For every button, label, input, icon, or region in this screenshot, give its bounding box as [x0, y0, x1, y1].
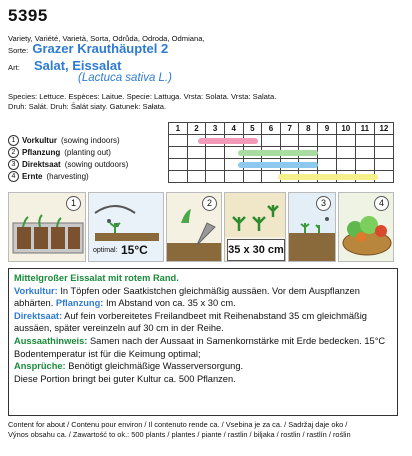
calendar-cell — [206, 147, 225, 159]
month-header: 1 — [169, 123, 188, 135]
calendar-period-bar — [238, 150, 318, 156]
calendar-cell — [336, 147, 355, 159]
calendar-cell — [280, 135, 299, 147]
calendar-cell — [206, 159, 225, 171]
vorkultur-text: In Töpfen oder Saatkistchen gleichmäßig aussäen. Vor dem Auspflanzen abhärten. — [14, 285, 360, 309]
calendar-period-bar — [198, 138, 258, 144]
month-header: 3 — [206, 123, 225, 135]
month-header: 7 — [280, 123, 299, 135]
optimal-temperature: 15°C — [121, 243, 148, 257]
month-header: 8 — [299, 123, 318, 135]
panel-direct-sowing — [288, 192, 336, 262]
direktsaat-paragraph — [14, 310, 392, 335]
panel-harvest — [338, 192, 394, 262]
calendar-row-label — [8, 159, 128, 171]
calendar-cell — [262, 135, 281, 147]
growing-instructions — [8, 268, 398, 416]
month-header: 10 — [336, 123, 355, 135]
panel-spacing — [224, 192, 286, 262]
month-header: 11 — [355, 123, 374, 135]
row-activity: Vorkultur — [22, 136, 57, 145]
calendar-cell — [187, 159, 206, 171]
row-number: 1 — [8, 135, 19, 146]
row-activity-translation: (harvesting) — [46, 172, 89, 181]
panel-germination — [88, 192, 164, 262]
calendar-row-label — [8, 135, 120, 147]
row-activity-translation: (planting out) — [64, 148, 111, 157]
calendar-cell — [318, 159, 337, 171]
panel-number: 4 — [374, 196, 389, 211]
row-number: 2 — [8, 147, 19, 158]
calendar-cell — [169, 147, 188, 159]
calendar-cell — [374, 135, 393, 147]
sowing-calendar — [8, 122, 394, 192]
variety-languages-line: Variety, Variété, Varietà, Sorta, Odrůda, Odroda, Odmiana, — [8, 34, 205, 43]
calendar-period-bar — [278, 174, 378, 180]
ansprueche-label: Ansprüche: — [14, 361, 66, 372]
calendar-cell — [318, 147, 337, 159]
content-footer — [8, 420, 351, 439]
sorte-label: Sorte: — [8, 46, 29, 55]
calendar-cell — [355, 135, 374, 147]
optimal-label: optimal: — [93, 247, 118, 254]
ansprueche-text: Benötigt gleichmäßige Wasserversorgung. — [65, 361, 244, 372]
calendar-cell — [355, 159, 374, 171]
calendar-cell — [355, 147, 374, 159]
row-activity: Pflanzung — [22, 148, 61, 157]
species-name-row — [8, 58, 121, 73]
panel-number: 1 — [66, 196, 81, 211]
calendar-row-label — [8, 171, 89, 183]
calendar-cell — [224, 171, 243, 183]
aussaat-text: Samen nach der Aussaat in Samenkornstärke mit Erde bedecken. 15°C Bodentemperatur ist für die Keimung optimal; — [14, 335, 386, 359]
month-header: 6 — [262, 123, 281, 135]
calendar-row-label — [8, 147, 111, 159]
vorkultur-label: Vorkultur: — [14, 285, 58, 296]
footer-line-2: Výnos obsahu ca. / Zawartość to ok.: 500 plants / plantes / piante / rastlin / biljaka / rostlin / rastlín / roślin — [8, 429, 351, 439]
variety-name-row — [8, 41, 168, 56]
calendar-cell — [374, 159, 393, 171]
art-label: Art: — [8, 63, 20, 72]
product-code: 5395 — [8, 6, 48, 25]
druh-translations: Druh: Salát. Druh: Šalát siaty. Gatunek: Sałata. — [8, 102, 167, 111]
calendar-period-bar — [238, 162, 318, 168]
calendar-cell — [206, 171, 225, 183]
month-header: 12 — [374, 123, 393, 135]
pflanzung-text: Im Abstand von ca. 35 x 30 cm. — [103, 298, 236, 309]
row-activity-translation: (sowing indoors) — [60, 136, 120, 145]
variety-name: Grazer Krauthäuptel 2 — [32, 41, 169, 56]
panel-sowing-indoors — [8, 192, 86, 262]
panel-number: 2 — [202, 196, 217, 211]
species-name: Salat, Eissalat — [33, 58, 122, 73]
illustration-strip — [8, 192, 394, 262]
calendar-cell — [187, 147, 206, 159]
month-header: 4 — [224, 123, 243, 135]
row-activity: Direktsaat — [22, 160, 61, 169]
calendar-cell — [318, 135, 337, 147]
month-header: 5 — [243, 123, 262, 135]
panel-number: 3 — [316, 196, 331, 211]
month-header: 2 — [187, 123, 206, 135]
calendar-cell — [299, 135, 318, 147]
row-number: 3 — [8, 159, 19, 170]
calendar-cell — [169, 159, 188, 171]
calendar-cell — [374, 147, 393, 159]
calendar-cell — [187, 171, 206, 183]
calendar-cell — [243, 171, 262, 183]
plant-spacing: 35 x 30 cm — [227, 239, 285, 261]
calendar-cell — [169, 171, 188, 183]
row-activity: Ernte — [22, 172, 43, 181]
footer-line-1: Content for about / Contenu pour environ / Il contenuto rende ca. / Vsebina je za ca. / Sadržaj daje oko / — [8, 420, 348, 429]
panel-planting — [166, 192, 222, 262]
portion-text: Diese Portion bringt bei guter Kultur ca. 500 Pflanzen. — [14, 373, 236, 384]
species-translations: Species: Lettuce. Espèces: Laitue. Specie: Lattuga. Vrsta: Solata. Vrsta: Salata. — [8, 92, 277, 101]
direktsaat-text: Auf fein vorbereitetes Freilandbeet mit Reihenabstand 35 cm gleichmäßig aussäen, später vereinzeln auf 30 cm in der Reihe. — [14, 310, 367, 334]
calendar-cell — [336, 159, 355, 171]
row-activity-translation: (sowing outdoors) — [64, 160, 129, 169]
aussaat-paragraph — [14, 335, 392, 360]
pflanzung-label: Pflanzung: — [55, 298, 104, 309]
row-number: 4 — [8, 171, 19, 182]
direktsaat-label: Direktsaat: — [14, 310, 63, 321]
aussaat-label: Aussaathinweis: — [14, 335, 88, 346]
headline: Mittelgroßer Eissalat mit rotem Rand. — [14, 273, 179, 283]
calendar-cell — [169, 135, 188, 147]
calendar-cell — [336, 135, 355, 147]
vorkultur-paragraph — [14, 285, 392, 310]
ansprueche-paragraph — [14, 360, 392, 373]
month-header: 9 — [318, 123, 337, 135]
latin-name: (Lactuca sativa L.) — [78, 72, 172, 84]
